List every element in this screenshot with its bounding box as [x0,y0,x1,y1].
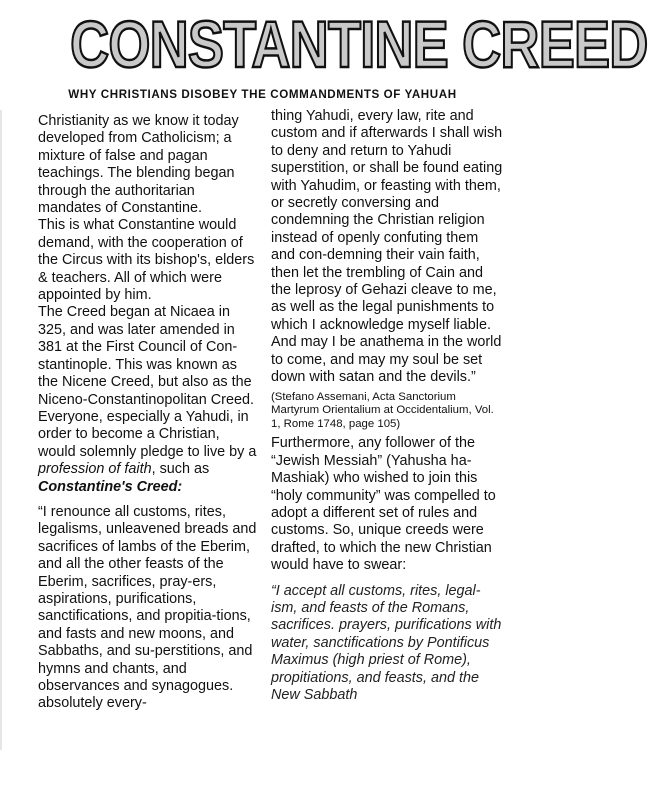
constantines-creed-heading: Constantine's Creed: [38,478,183,495]
citation: (Stefano Assemani, Acta Sanctorium Martyrum Orientalium at Occidentalium, Vol. 1, Rome 1748, page 105) [271,390,494,430]
creed-quote-end: thing Yahudi, every law, rite and custom and if afterwards I shall wish to deny and return to Yahudi superstition, or shall be found eating with Yahudim, or feasting with them, or secretly conversing and condemning the Christian religion instead of openly confuting them and con-demning their vain faith, then let the trembling of Cain and the leprosy of Gehazi cleave to me, as well as the legal punishments to which I acknowledge myself liable. And may I be anathema in the world to come, and may my soul be set down with satan and the devils.” [271,108,503,386]
profession-of-faith-italic: profession of faith [38,461,152,478]
paragraph-nicene-creed: The Creed began at Nicaea in 325, and was later amended in 381 at the First Council of Con-stantinople. This was known as the Nicene Creed, but also as the Niceno-Constantinopolitan Creed. [38,304,254,408]
paragraph-constantine-demand: This is what Constantine would demand, with the cooperation of the Circus with its bishop's, elders & teachers. All of which were appointed by him. [38,217,255,304]
page-title: CONSTANTINE CREED [70,7,648,81]
left-column [38,113,260,713]
second-creed-quote: “I accept all customs, rites, legal-ism, and feasts of the Romans, sacrifices. prayers, purifications with water, sanctifications by Pontificus Maximus (high priest of Rome), propitiations, and feasts, and the New Sabbath [271,582,502,703]
profession-text-mid: , such as [151,461,210,478]
page-subtitle: WHY CHRISTIANS DISOBEY THE COMMANDMENTS OF YAHUAH [68,88,457,101]
page-edge-shadow [0,110,2,750]
paragraph-intro: Christianity as we know it today developed from Catholicism; a mixture of false and pagan teachings. The blending began through the authoritarian mandates of Constantine. [38,113,239,217]
paragraph-profession [38,409,260,496]
right-column [271,108,503,704]
paragraph-jewish-messiah: Furthermore, any follower of the “Jewish Messiah” (Yahusha ha-Mashiak) who wished to join this “holy community” was compelled to adopt a different set of rules and customs. So, unique creeds were drafted, to which the new Christian would have to swear: [271,435,496,574]
profession-text-start: Everyone, especially a Yahudi, in order to become a Christian, would solemnly pledge to live by a [38,408,257,460]
creed-quote-start: “I renounce all customs, rites, legalisms, unleavened breads and sacrifices of lambs of the Eberim, and all the other feasts of the Eberim, sacrifices, pray-ers, aspirations, purifications, sanctifications, and propitia-tions, and fasts and new moons, and Sabbaths, and su-perstitions, and hymns and chants, and observances and synagogues. absolutely every- [38,503,257,712]
